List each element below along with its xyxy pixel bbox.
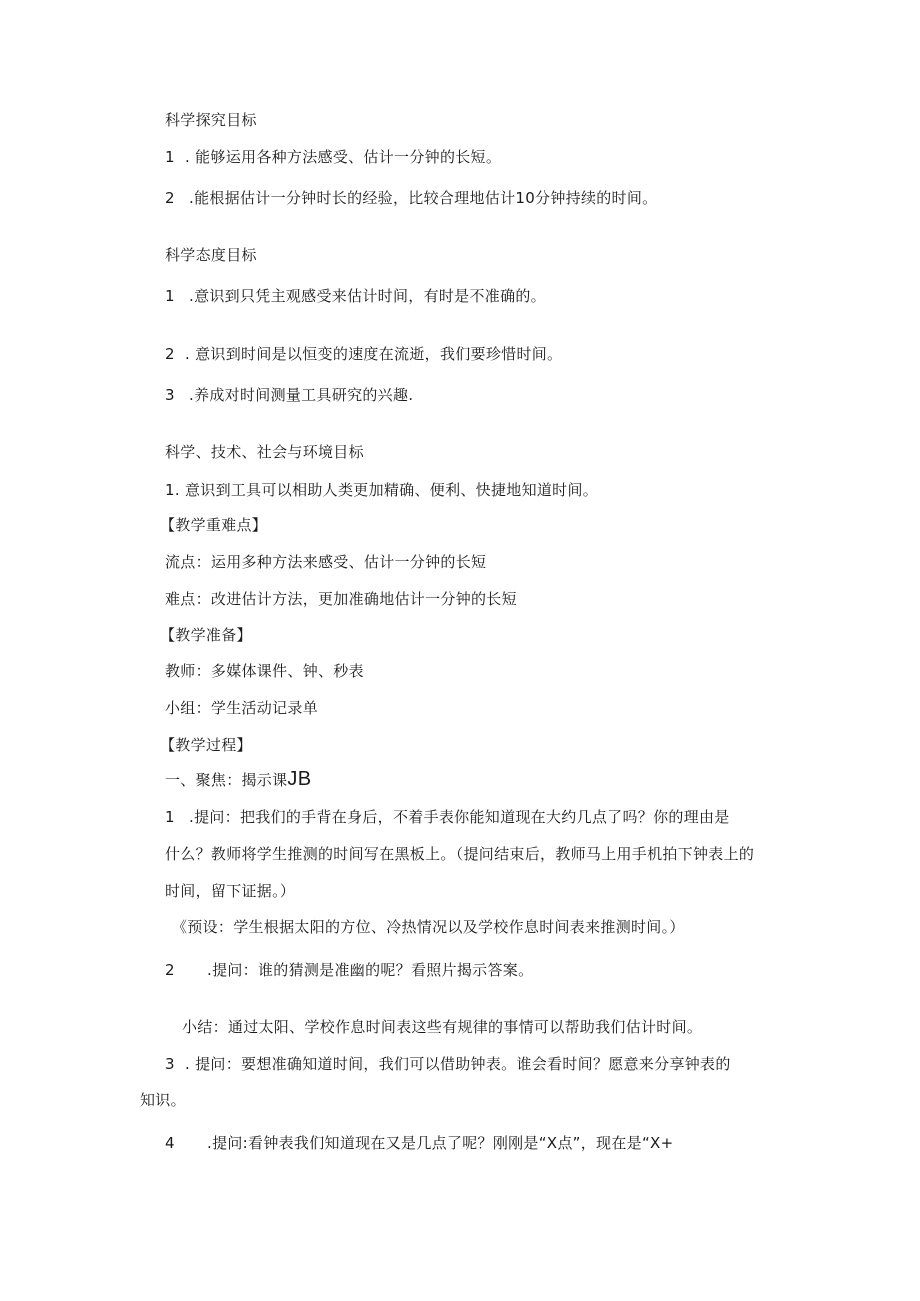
summary: 小结：通过太阳、学校作息时间表这些有规律的事情可以帮助我们估计时间。	[182, 1018, 703, 1036]
attitude-goal-item-1	[165, 286, 546, 306]
preparation-teacher: 教师：多媒体课件、钟、秒表	[165, 662, 364, 680]
item-number: 1	[165, 287, 175, 305]
question-4	[165, 1133, 673, 1153]
item-text: . 意识到时间是以恒变的速度在流逝，我们要珍惜时间。	[185, 345, 563, 363]
item-number: 2	[165, 189, 175, 207]
sts-goal-item-1: 1. 意识到工具可以相助人类更加精确、便利、快捷地知道时间。	[165, 481, 599, 499]
item-number: 2	[165, 345, 175, 363]
item-text: .意识到只凭主观感受来估计时间，有时是不准确的。	[189, 287, 546, 305]
item-text: .提问：谁的猜测是准幽的呢？看照片揭示答案。	[207, 961, 534, 979]
item-number: 1	[165, 808, 175, 826]
key-point-difficulty: 难点：改进估计方法，更加准确地估计一分钟的长短	[165, 590, 517, 608]
key-points-heading: 【教学重难点】	[160, 516, 268, 534]
inquiry-goal-item-1	[165, 147, 501, 167]
item-text: .提问：把我们的手背在身后，不着手表你能知道现在大约几点了吗？你的理由是	[189, 808, 730, 826]
item-text: . 能够运用各种方法感受、估计一分钟的长短。	[185, 148, 502, 166]
process-part1	[165, 769, 311, 790]
inquiry-goal-item-2	[165, 188, 657, 208]
item-text: . 提问：要想准确知道时间，我们可以借助钟表。谁会看时间？愿意来分享钟表的	[185, 1055, 731, 1073]
item-number: 3	[165, 1055, 175, 1073]
item-number: 1	[165, 148, 175, 166]
question-3-line-2: 知识。	[140, 1091, 186, 1109]
item-text: .养成对时间测量工具研究的兴趣.	[189, 386, 414, 404]
process-heading: 【教学过程】	[160, 736, 252, 754]
preparation-group: 小组：学生活动记录单	[165, 699, 319, 717]
part1-label: 一、聚焦：揭示课	[165, 771, 288, 789]
question-1-line-2: 什么？教师将学生推测的时间写在黑板上。（提问结束后，教师马上用手机拍下钟表上的	[165, 845, 755, 863]
item-text: .提问:看钟表我们知道现在又是几点了呢？刚刚是“X点”，现在是“X+	[207, 1134, 674, 1152]
key-point-focus: 流点：运用多种方法来感受、估计一分钟的长短	[165, 553, 487, 571]
part1-big-text: JB	[287, 768, 312, 790]
sts-goal-title: 科学、技术、社会与环境目标	[165, 443, 364, 461]
item-number: 4	[165, 1134, 175, 1152]
attitude-goal-item-2	[165, 344, 562, 364]
attitude-goal-title: 科学态度目标	[165, 246, 257, 264]
question-2	[165, 960, 533, 980]
item-number: 3	[165, 386, 175, 404]
preset-note: 《预设：学生根据太阳的方位、冷热情况以及学校作息时间表来推测时间。）	[172, 918, 685, 936]
question-1-line-3: 时间，留下证据。）	[165, 882, 296, 900]
inquiry-goal-title: 科学探究目标	[165, 111, 257, 129]
item-number: 2	[165, 961, 175, 979]
question-3-line-1	[165, 1054, 731, 1074]
question-1-line-1	[165, 807, 730, 827]
item-text: .能根据估计一分钟时长的经验，比较合理地估计10分钟持续的时间。	[189, 189, 658, 207]
attitude-goal-item-3	[165, 385, 413, 405]
preparation-heading: 【教学准备】	[160, 626, 252, 644]
